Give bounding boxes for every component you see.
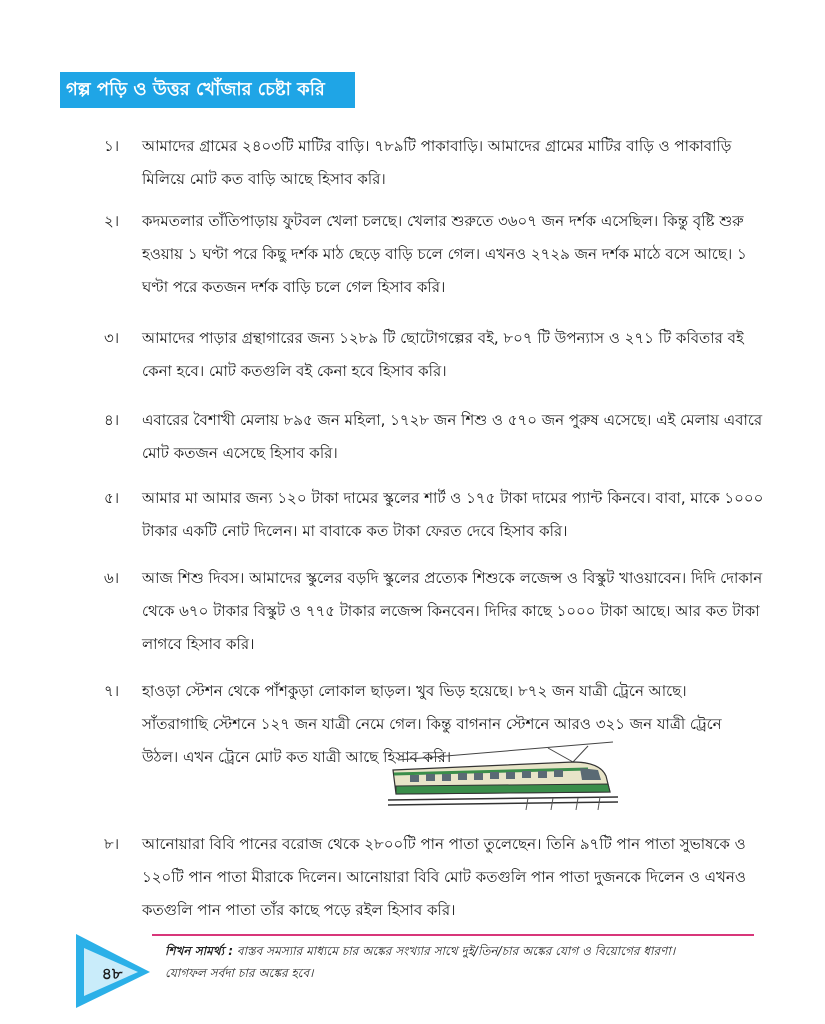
problem-text: আমাদের পাড়ার গ্রন্থাগারের জন্য ১২৮৯ টি ছোটোগল্পের বই, ৮০৭ টি উপন্যাস ও ২৭১ টি কবিতার বই কেনা হবে। মোট কতগুলি বই কেনা হবে হিসাব করি। [142,329,744,380]
learning-outcome-note [165,940,765,984]
problem-text: আমাদের গ্রামের ২৪০৩টি মাটির বাড়ি। ৭৮৯টি পাকাবাড়ি। আমাদের গ্রামের মাটির বাড়ি ও পাকাবাড়ি মিলিয়ে মোট কত বাড়ি আছে হিসাব করি। [142,137,732,188]
page-number: ৪৮ [101,964,123,983]
problem-number: ২। [104,212,120,230]
problem-number: ৩। [104,329,120,347]
problem-number: ৬। [104,569,120,587]
problem-text: কদমতলার তাঁতিপাড়ায় ফুটবল খেলা চলছে। খেলার শুরুতে ৩৬০৭ জন দর্শক এসেছিল। কিন্তু বৃষ্টি শুরু হওয়ায় ১ ঘণ্টা পরে কিছু দর্শক মাঠ ছেড়ে বাড়ি চলে গেল। এখনও ২৭২৯ জন দর্শক মাঠে বসে আছে। ১ ঘণ্টা পরে কতজন দর্শক বাড়ি চলে গেল হিসাব করি। [142,212,747,296]
problem-number: ৭। [104,682,120,700]
learning-outcome-label: শিখন সামর্থ্য : [165,944,234,958]
footer-divider [152,934,754,936]
problem-text: আনোয়ারা বিবি পানের বরোজ থেকে ২৮০০টি পান পাতা তুলেছেন। তিনি ৯৭টি পান পাতা সুভাষকে ও ১২০টি পান পাতা মীরাকে দিলেন। আনোয়ারা বিবি মোট কতগুলি পান পাতা দুজনকে দিলেন ও এখনও কতগুলি পান পাতা তাঁর কাছে পড়ে রইল হিসাব করি। [142,835,746,919]
problem-number: ৮। [104,835,120,853]
problem-number: ৫। [104,489,120,507]
problem-text: এবারের বৈশাখী মেলায় ৮৯৫ জন মহিলা, ১৭২৮ জন শিশু ও ৫৭০ জন পুরুষ এসেছে। এই মেলায় এবারে মোট কতজন এসেছে হিসাব করি। [142,411,763,462]
learning-outcome-line-1: বাস্তব সমস্যার মাধ্যমে চার অঙ্কের সংখ্যার সাথে দুই/তিন/চার অঙ্কের যোগ ও বিয়োগের ধারণা। [236,944,676,958]
section-title: গল্প পড়ি ও উত্তর খোঁজার চেষ্টা করি [60,72,355,108]
problem-number: ১। [104,137,120,155]
problem-text: আমার মা আমার জন্য ১২০ টাকা দামের স্কুলের শার্ট ও ১৭৫ টাকা দামের প্যান্ট কিনবে। বাবা, মাকে ১০০০ টাকার একটি নোট দিলেন। মা বাবাকে কত টাকা ফেরত দেবে হিসাব করি। [142,489,764,540]
problem-number: ৪। [104,411,120,429]
problem-text: আজ শিশু দিবস। আমাদের স্কুলের বড়দি স্কুলের প্রত্যেক শিশুকে লজেন্স ও বিস্কুট খাওয়াবেন। দিদি দোকান থেকে ৬৭০ টাকার বিস্কুট ও ৭৭৫ টাকার লজেন্স কিনবেন। দিদির কাছে ১০০০ টাকা আছে। আর কত টাকা লাগবে হিসাব করি। [142,569,763,653]
problem-text: হাওড়া স্টেশন থেকে পাঁশকুড়া লোকাল ছাড়ল। খুব ভিড় হয়েছে। ৮৭২ জন যাত্রী ট্রেনে আছে। সাঁতরাগাছি স্টেশনে ১২৭ জন যাত্রী নেমে গেল। কিন্তু বাগনান স্টেশনে আরও ৩২১ জন যাত্রী ট্রেনে উঠল। এখন ট্রেনে মোট কত যাত্রী আছে হিসাব করি। [142,682,722,766]
train-illustration-icon [388,740,618,810]
learning-outcome-line-2: যোগফল সর্বদা চার অঙ্কের হবে। [165,966,314,980]
